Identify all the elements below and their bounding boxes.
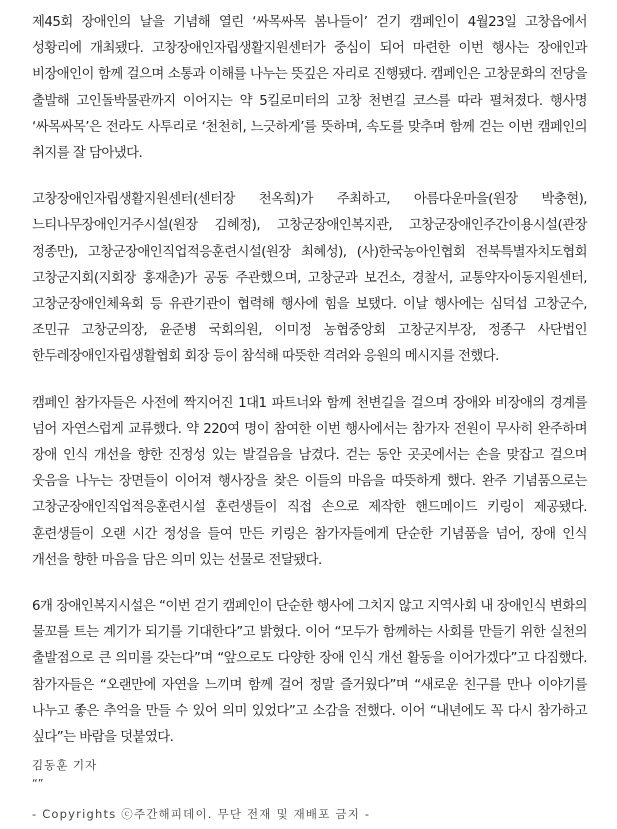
empty-quote-marks: “” xyxy=(32,777,44,790)
article-body xyxy=(32,10,587,771)
article-paragraph-4: 6개 장애인복지시설은 “이번 걷기 캠페인이 단순한 행사에 그치지 않고 지역사회 내 장애인식 변화의 물꼬를 트는 계기가 되기를 기대한다”고 밝혔다. 이어 “모두가 함께하는 사회를 만들기 위한 실천의 출발점으로 큰 의미를 갖는다”며 “앞으로도 다양한 장애 인식 개선 활동을 이어가겠다”고 다짐했다. 참가자들은 “오랜만에 자연을 느끼며 함께 걸어 정말 즐거웠다”며 “새로운 친구를 만나 이야기를 나누고 좋은 추억을 만들 수 있어 의미 있었다”고 소감을 전했다. 이어 “내년에도 꼭 다시 참가하고 싶다”는 바람을 덧붙였다. xyxy=(32,599,587,746)
copyright-notice: - Copyrights ⓒ주간해피데이. 무단 전재 및 재배포 금지 - xyxy=(32,807,371,821)
article-paragraph-3: 캠페인 참가자들은 사전에 짝지어진 1대1 파트너와 함께 천변길을 걸으며 장애와 비장애의 경계를 넘어 자연스럽게 교류했다. 약 220여 명이 참여한 이번 행사에서는 참가자 전원이 무사히 완주하며 장애 인식 개선을 향한 진정성 있는 발걸음을 남겼다. 걷는 동안 곳곳에서는 손을 맞잡고 걸으며 웃음을 나누는 장면들이 이어져 행사장을 찾은 이들의 마음을 따뜻하게 했다. 완주 기념품으로는 고창군장애인직업적응훈련시설 훈련생들이 직접 손으로 제작한 핸드메이드 키링이 제공됐다. 훈련생들이 오랜 시간 정성을 들여 만든 키링은 참가자들에게 단순한 기념품을 넘어, 장애 인식 개선을 향한 마음을 담은 의미 있는 선물로 전달됐다. xyxy=(32,395,587,568)
article-paragraph-2: 고창장애인자립생활지원센터(센터장 천옥희)가 주최하고, 아름다운마을(원장 박충현), 느티나무장애인거주시설(원장 김혜정), 고창군장애인복지관, 고창군장애인주간이용시설(관장 정종만), 고창군장애인직업적응훈련시설(원장 최혜성), (사)한국농아인협회 전북특별자치도협회 고창군지회(지회장 홍재춘)가 공동 주관했으며, 고창군과 보건소, 경찰서, 교통약자이동지원센터, 고창군장애인체육회 등 유관기관이 협력해 행사에 힘을 보탰다. 이날 행사에는 심덕섭 고창군수, 조민규 고창군의장, 윤준병 국회의원, 이미정 농협중앙회 고창군지부장, 정종구 사단법인 한두레장애인자립생활협회 회장 등이 참석해 따뜻한 격려와 응원의 메시지를 전했다. xyxy=(32,192,587,365)
article-paragraph-1: 제45회 장애인의 날을 기념해 열린 ‘싸목싸목 봄나들이’ 걷기 캠페인이 4월23일 고창읍에서 성황리에 개최됐다. 고창장애인자립생활지원센터가 중심이 되어 마련한 이번 행사는 장애인과 비장애인이 함께 걸으며 소통과 이해를 나누는 뜻깊은 자리로 진행됐다. 캠페인은 고창문화의 전당을 출발해 고인돌박물관까지 이어지는 약 5킬로미터의 고창 천변길 코스를 따라 펼쳐졌다. 행사명 ‘싸목싸목’은 전라도 사투리로 ‘천천히, 느긋하게’를 뜻하며, 속도를 맞추며 함께 걷는 이번 캠페인의 취지를 잘 담아냈다. xyxy=(32,15,587,162)
reporter-byline: 김동훈 기자 xyxy=(32,758,98,772)
